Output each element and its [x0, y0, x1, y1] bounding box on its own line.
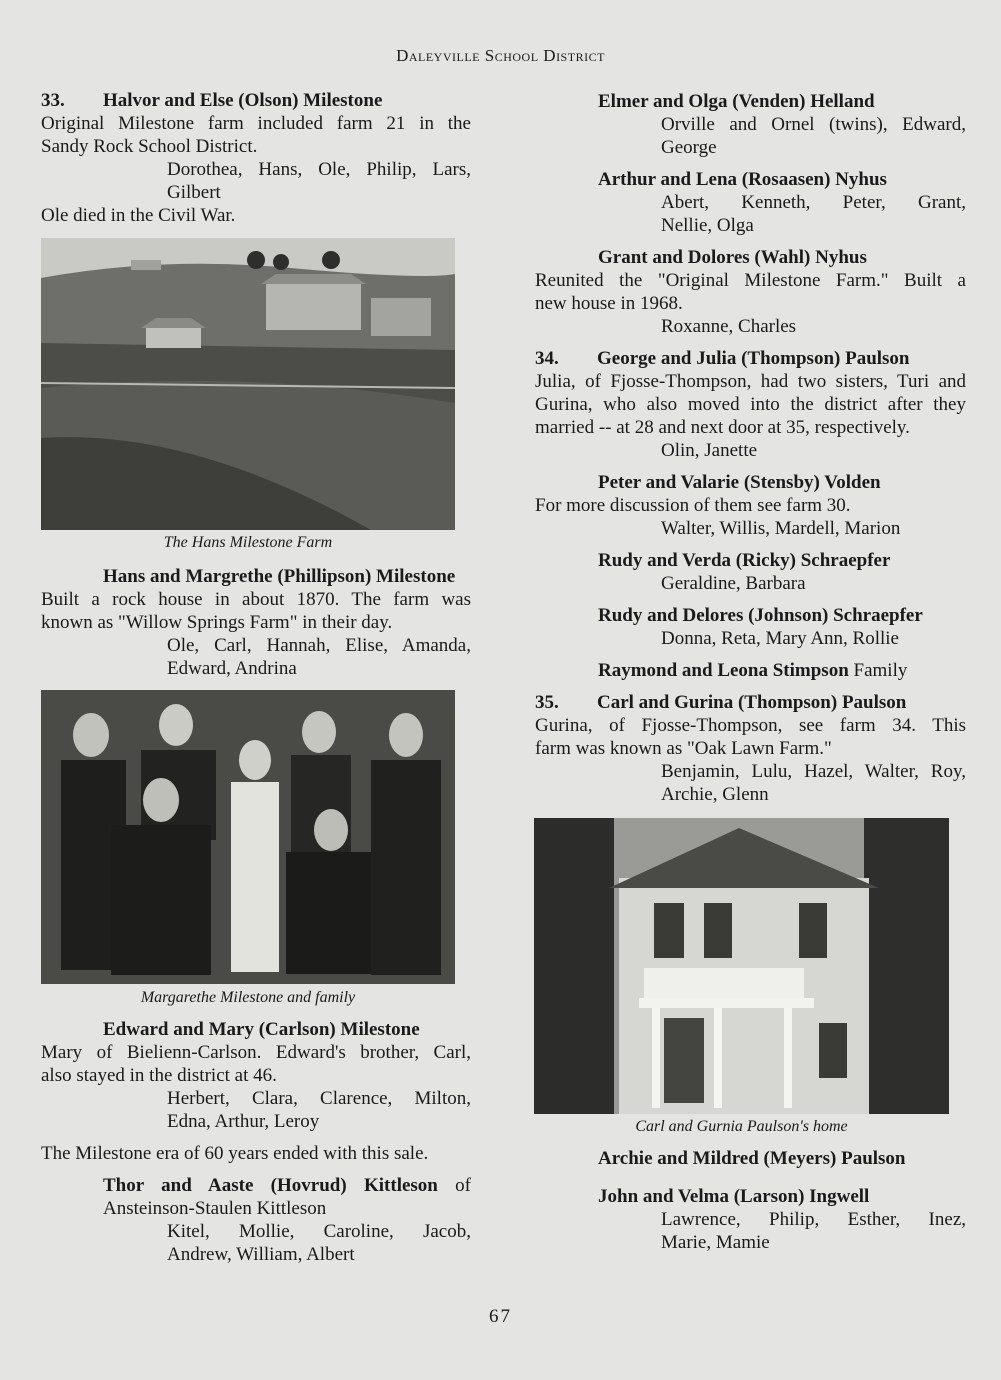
children-list: Geraldine, Barbara — [661, 573, 806, 594]
family-heading: Edward and Mary (Carlson) Milestone — [103, 1019, 420, 1040]
description: known as "Willow Springs Farm" in their day. — [41, 612, 393, 633]
house-photo-illustration — [534, 818, 949, 1114]
children-list: Olin, Janette — [661, 440, 758, 461]
family-heading: Grant and Dolores (Wahl) Nyhus — [598, 247, 867, 268]
description: Julia, of Fjosse-Thompson, had two sisters, Turi and — [535, 371, 966, 392]
children-list: Marie, Mamie — [661, 1232, 770, 1253]
family-photo-illustration — [41, 690, 455, 984]
family-heading: Arthur and Lena (Rosaasen) Nyhus — [598, 169, 887, 190]
photo-caption: The Hans Milestone Farm — [163, 534, 333, 551]
heading-suffix: of — [455, 1175, 471, 1196]
description: Ansteinson-Staulen Kittleson — [103, 1198, 327, 1219]
description: married -- at 28 and next door at 35, respectively. — [535, 417, 910, 438]
children-list: Andrew, William, Albert — [167, 1244, 355, 1265]
children-list: Herbert, Clara, Clarence, Milton, — [167, 1088, 471, 1109]
family-heading: Peter and Valarie (Stensby) Volden — [598, 472, 881, 493]
children-list: Lawrence, Philip, Esther, Inez, — [661, 1209, 966, 1230]
children-list: Nellie, Olga — [661, 215, 754, 236]
family-heading: Rudy and Verda (Ricky) Schraepfer — [598, 550, 891, 571]
photo-caption: Margarethe Milestone and family — [140, 989, 356, 1006]
description: Built a rock house in about 1870. The farm was — [41, 589, 471, 610]
left-column-middle — [41, 565, 471, 680]
description: Reunited the "Original Milestone Farm." Built a — [535, 270, 966, 291]
children-list: Kitel, Mollie, Caroline, Jacob, — [167, 1221, 471, 1242]
children-list: Walter, Willis, Mardell, Marion — [661, 518, 901, 539]
left-column-top — [41, 89, 471, 227]
description: Mary of Bielienn-Carlson. Edward's brother, Carl, — [41, 1042, 471, 1063]
note: Ole died in the Civil War. — [41, 205, 236, 226]
children-list: Edward, Andrina — [167, 658, 297, 679]
children-list: Ole, Carl, Hannah, Elise, Amanda, — [167, 635, 471, 656]
house-photo — [534, 818, 949, 1114]
children-list: Archie, Glenn — [661, 784, 769, 805]
children-list: Roxanne, Charles — [661, 316, 797, 337]
family-heading: Carl and Gurina (Thompson) Paulson — [597, 692, 907, 713]
family-heading: Hans and Margrethe (Phillipson) Milestone — [103, 566, 456, 587]
description: also stayed in the district at 46. — [41, 1065, 277, 1086]
farm-photo-illustration — [41, 238, 455, 530]
description: For more discussion of them see farm 30. — [535, 495, 851, 516]
children-list: Donna, Reta, Mary Ann, Rollie — [661, 628, 899, 649]
farm-photo — [41, 238, 455, 530]
photo-caption: Carl and Gurnia Paulson's home — [635, 1118, 848, 1135]
description: Gurina, who also moved into the district after they — [535, 394, 966, 415]
farm-number: 35. — [535, 692, 559, 713]
right-column-bottom — [535, 1147, 966, 1254]
family-heading: Thor and Aaste (Hovrud) Kittleson — [103, 1175, 438, 1196]
children-list: Dorothea, Hans, Ole, Philip, Lars, — [167, 159, 471, 180]
children-list: Orville and Ornel (twins), Edward, — [661, 114, 966, 135]
description: Gurina, of Fjosse-Thompson, see farm 34. This — [535, 715, 966, 736]
family-heading: Elmer and Olga (Venden) Helland — [598, 91, 875, 112]
description: new house in 1968. — [535, 293, 683, 314]
children-list: Edna, Arthur, Leroy — [167, 1111, 320, 1132]
family-heading: Archie and Mildred (Meyers) Paulson — [598, 1148, 906, 1169]
farm-number: 33. — [41, 90, 65, 111]
family-heading-line — [41, 1174, 471, 1197]
description: farm was known as "Oak Lawn Farm." — [535, 738, 832, 759]
family-heading-line — [535, 659, 966, 682]
family-heading: George and Julia (Thompson) Paulson — [597, 348, 910, 369]
children-list: Abert, Kenneth, Peter, Grant, — [661, 192, 966, 213]
family-heading: Rudy and Delores (Johnson) Schraepfer — [598, 605, 923, 626]
children-list: George — [661, 137, 717, 158]
family-heading: Halvor and Else (Olson) Milestone — [103, 90, 383, 111]
description: Sandy Rock School District. — [41, 136, 258, 157]
family-heading: Raymond and Leona Stimpson — [598, 660, 849, 681]
page-number: 67 — [489, 1306, 512, 1327]
family-photo — [41, 690, 455, 984]
left-column-bottom — [41, 1018, 471, 1266]
farm-number: 34. — [535, 348, 559, 369]
children-list: Benjamin, Lulu, Hazel, Walter, Roy, — [661, 761, 966, 782]
page-header: Daleyville School District — [396, 46, 605, 65]
right-column-top — [535, 90, 966, 806]
note: The Milestone era of 60 years ended with this sale. — [41, 1143, 429, 1164]
description: Original Milestone farm included farm 21 in the — [41, 113, 471, 134]
family-heading: John and Velma (Larson) Ingwell — [598, 1186, 870, 1207]
heading-suffix: Family — [853, 660, 908, 681]
children-list: Gilbert — [167, 182, 221, 203]
